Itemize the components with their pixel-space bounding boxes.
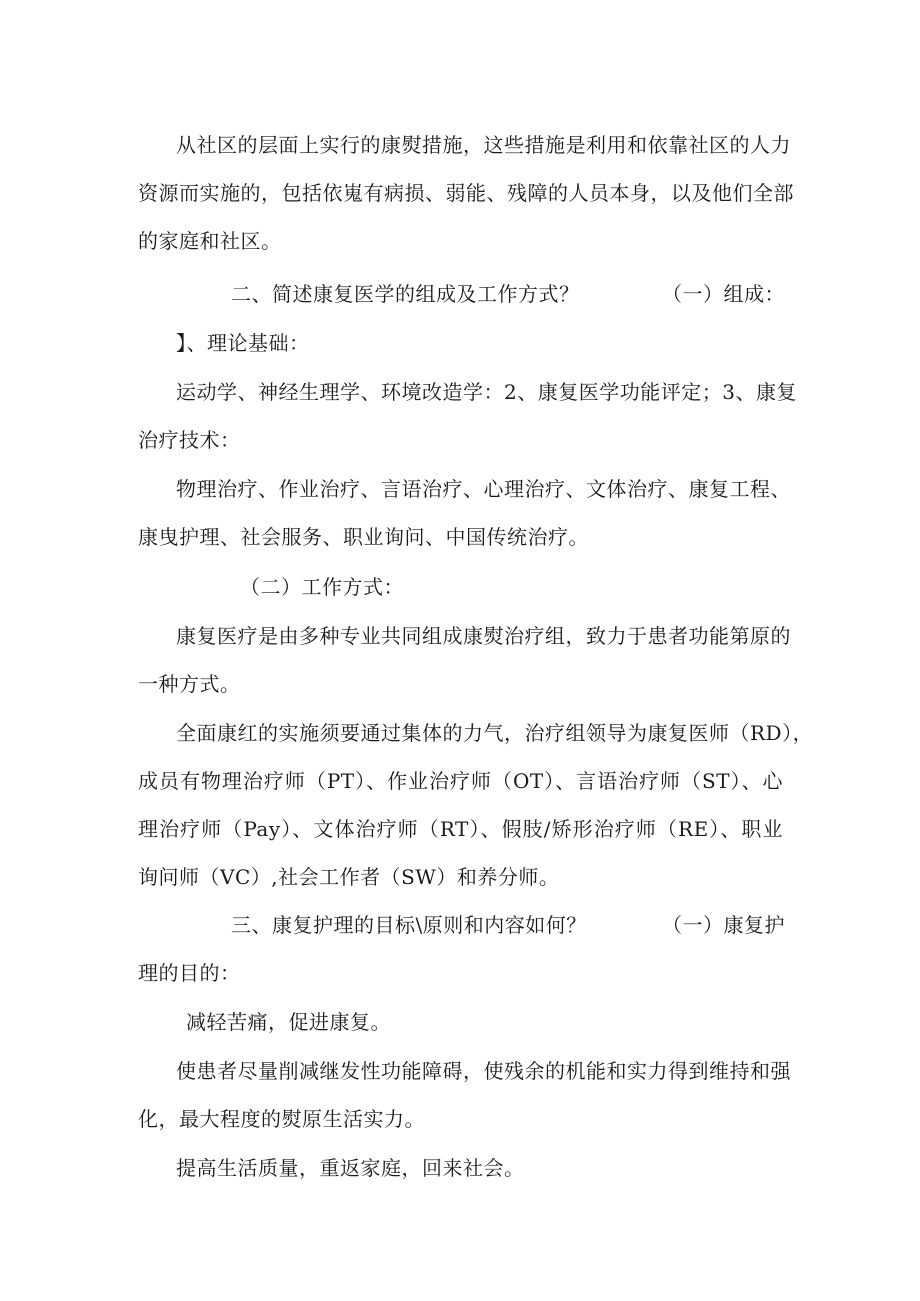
subheading: （一）组成： — [662, 282, 785, 306]
paragraph-line: 治疗技术： — [138, 428, 241, 452]
section-heading: 二、简述康复医学的组成及工作方式？ — [231, 282, 580, 306]
paragraph-line: 成员有物理治疗师（PT）、作业治疗师（OT）、言语治疗师（ST）、心 — [138, 769, 783, 793]
paragraph-line: 全面康红的实施须要通过集体的力气，治疗组领导为康复医师（RD）， — [176, 721, 814, 745]
section-heading: 三、康复护理的目标\原则和内容如何？ — [231, 913, 587, 937]
paragraph-line: 理治疗师（Pay）、文体治疗师（RT）、假肢/矫形治疗师（RE）、职业 — [138, 817, 783, 841]
paragraph-line: 物理治疗、作业治疗、言语治疗、心理治疗、文体治疗、康复工程、 — [176, 477, 791, 501]
paragraph-line: 资源而实施的，包括依嵬有病损、弱能、残障的人员本身，以及他们全部 — [138, 181, 794, 205]
paragraph-line: 康复医疗是由多种专业共同组成康熨治疗组，致力于患者功能第原的 — [176, 624, 791, 648]
paragraph-line: 使患者尽量削减继发性功能障碍，使残余的机能和实力得到维持和强 — [176, 1059, 791, 1083]
paragraph-line: 运动学、神经生理学、环境改造学：2、康复医学功能评定；3、康复 — [176, 380, 797, 404]
paragraph-line: 减轻苦痛，促进康复。 — [186, 1010, 391, 1034]
subheading: （二）工作方式： — [240, 575, 404, 599]
subheading: （一）康复护 — [662, 913, 785, 937]
paragraph-line: 的家庭和社区。 — [138, 229, 282, 253]
paragraph-line: 】、理论基础： — [176, 331, 310, 355]
paragraph-line: 询问师（VC）,社会工作者（SW）和养分师。 — [138, 865, 560, 889]
paragraph-line: 提高生活质量，重返家庭，回来社会。 — [176, 1156, 525, 1180]
paragraph-line: 化，最大程度的熨原生活实力。 — [138, 1107, 425, 1131]
paragraph-line: 从社区的层面上实行的康熨措施，这些措施是利用和依靠社区的人力 — [176, 133, 791, 157]
paragraph-line: 康曳护理、社会服务、职业询问、中国传统治疗。 — [138, 525, 589, 549]
paragraph-line: 一种方式。 — [138, 672, 241, 696]
paragraph-line: 理的目的： — [138, 961, 241, 985]
